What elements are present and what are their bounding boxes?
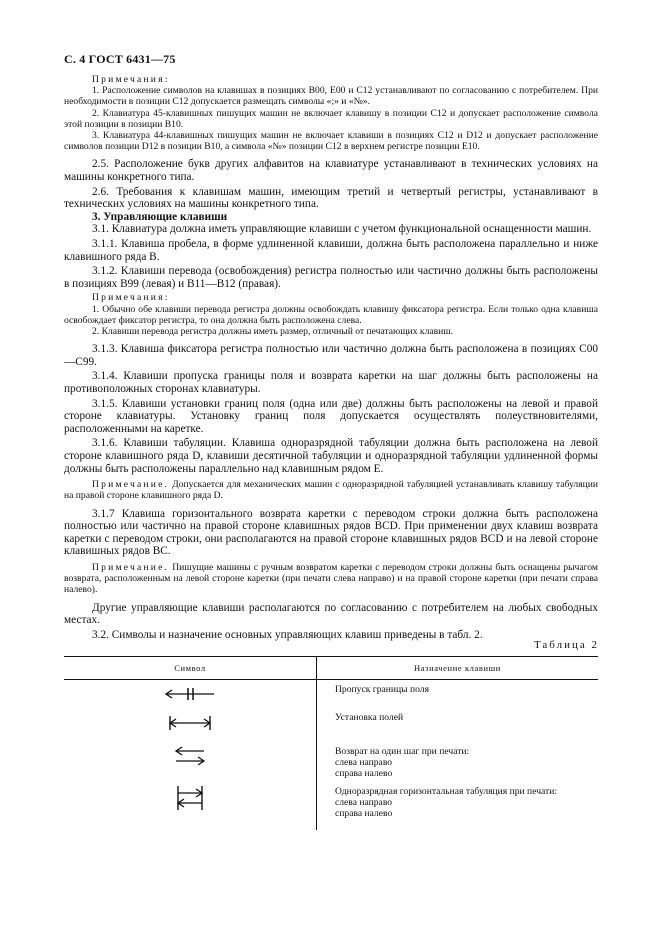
table-row [64, 680, 598, 707]
note2-item-2: 2. Клавиши перевода регистра должны иметь размер, отличный от печатающих клавиш. [92, 325, 454, 337]
document-body [64, 74, 598, 641]
keys-table [64, 656, 598, 830]
para-3-1-7: 3.1.7 Клавиша горизонтального возврата каретки с переводом строки должна быть расположена полностью или частично на правой стороне клавишных рядов BCD. При применении двух клавиш возврата каретки с переводом строки, они располагаются на правой стороне клавишных рядов BCD и на левой стороне клавишных рядов BC. [64, 507, 598, 558]
purpose-line: слева направо [335, 757, 393, 768]
para-3-1-5: 3.1.5. Клавиши установки границ поля (одна или две) должны быть расположены на левой и правой стороне клавиатуры. Установку границ поля допускается осуществлять полеуствновителями, расположенными на каретке. [64, 397, 598, 435]
purpose-cell [317, 780, 599, 830]
note3-title: Примечание. [92, 479, 170, 491]
purpose-line: справа налево [335, 768, 393, 779]
tab-icon [172, 784, 208, 812]
table-row [64, 706, 598, 740]
symbol-cell [64, 780, 317, 830]
purpose-line: Одноразрядная горизонтальная табуляция при печати: [335, 786, 558, 797]
purpose-cell [317, 706, 599, 740]
table-row [64, 740, 598, 780]
page-header: С. 4 ГОСТ 6431—75 [64, 52, 176, 66]
table-header-row [64, 657, 598, 680]
table-caption: Таблица 2 [533, 639, 599, 651]
col-symbol-header: Символ [64, 657, 317, 680]
symbol-cell [64, 680, 317, 707]
note4 [64, 562, 598, 596]
purpose-line: Установка полей [335, 712, 404, 723]
purpose-cell [317, 680, 599, 707]
purpose-line: Возврат на один шаг при печати: [335, 746, 470, 757]
col-purpose-header: Назначение клавиши [317, 657, 599, 680]
para-2-6: 2.6. Требования к клавишам машин, имеющим третий и четвертый регистры, устанавливают в технических условиях на машины конкретного типа. [64, 185, 598, 211]
para-3-1: 3.1. Клавиатура должна иметь управляющие клавиши с учетом функциональной оснащенности машин. [92, 223, 592, 236]
note1-item-1: 1. Расположение символов на клавишах в позициях B00, E00 и C12 устанавливают по согласованию с потребителем. При необходимости в позиции C12 допускается размещать символы «;» и «№». [64, 85, 598, 108]
symbol-cell [64, 740, 317, 780]
para-2-5: 2.5. Расположение букв других алфавитов на клавиатуре устанавливают в технических условиях на машины конкретного типа. [64, 158, 598, 184]
table-row [64, 780, 598, 830]
symbol-cell [64, 706, 317, 740]
notes1-title: Примечания: [92, 74, 170, 85]
para-3-1-3: 3.1.3. Клавиша фиксатора регистра полностью или частично должна быть расположена в позициях C00—C99. [64, 343, 598, 368]
note3-text: Допускается для механических машин с одноразрядной табуляцией устанавливать клавишу табуляции на правой стороне клавишного ряда D. [64, 479, 598, 502]
purpose-line: справа налево [335, 808, 393, 819]
purpose-cell [317, 740, 599, 780]
para-3-1-4: 3.1.4. Клавиши пропуска границы поля и возврата каретки на шаг должны быть расположены на противоположных сторонах клавиатуры. [64, 370, 598, 395]
para-3-1-6: 3.1.6. Клавиши табуляции. Клавиша одноразрядной табуляции должна быть расположена на левой стороне клавишного ряда D, клавиши десятичной табуляции и одноразрядной табуляции удлиненной формы должны быть расположены параллельно над клавишным рядом Е. [64, 437, 598, 475]
margin-release-icon [162, 686, 218, 702]
para-other-keys: Другие управляющие клавиши располагаются по согласованию с потребителем на любых свободных местах. [64, 601, 598, 627]
para-3-1-2: 3.1.2. Клавиши перевода (освобождения) регистра полностью или частично должны быть расположены в позициях B99 (левая) и B11—B12 (правая). [64, 265, 598, 290]
backspace-icon [170, 744, 210, 768]
note4-title: Примечание. [92, 561, 170, 573]
note1-item-2: 2. Клавиатура 45-клавишных пишущих машин не включает клавишу в позиции C12 и допускает расположение символа этой позиции в позиции B10. [64, 107, 598, 130]
para-3-1-1: 3.1.1. Клавиша пробела, в форме удлиненной клавиши, должна быть расположена параллельно и ниже клавишного ряда В. [64, 237, 598, 263]
note3 [64, 479, 598, 501]
margin-set-icon [166, 714, 214, 732]
note1-item-3: 3. Клавиатура 44-клавишных пишущих машин не включает клавиши в позициях C12 и D12 и допускает расположение символов позиции D12 в позиции B10, а символа «№» позиции C12 в верхнем регистре позиции E10. [64, 130, 598, 153]
purpose-line: слева направо [335, 797, 393, 808]
note2-item-1: 1. Обычно обе клавиши перевода регистра должны освобождать клавишу фиксатора регистра. Если только одна клавиша освобождает фиксатор регистра, то она должна быть расположена слева. [64, 303, 598, 326]
purpose-line: Пропуск границы поля [335, 684, 430, 695]
section-3-title: 3. Управляющие клавиши [92, 210, 228, 223]
note4-text: Пишущие машины с ручным возвратом каретки с переводом строки должны быть оснащены рычагом возврата, расположенным на левой стороне каретки (при печати слева направо) и на правой стороне каретки (при печати справа налево). [64, 561, 598, 596]
para-3-2: 3.2. Символы и назначение основных управляющих клавиш приведены в табл. 2. [92, 628, 483, 641]
notes2-title: Примечания: [92, 292, 170, 304]
